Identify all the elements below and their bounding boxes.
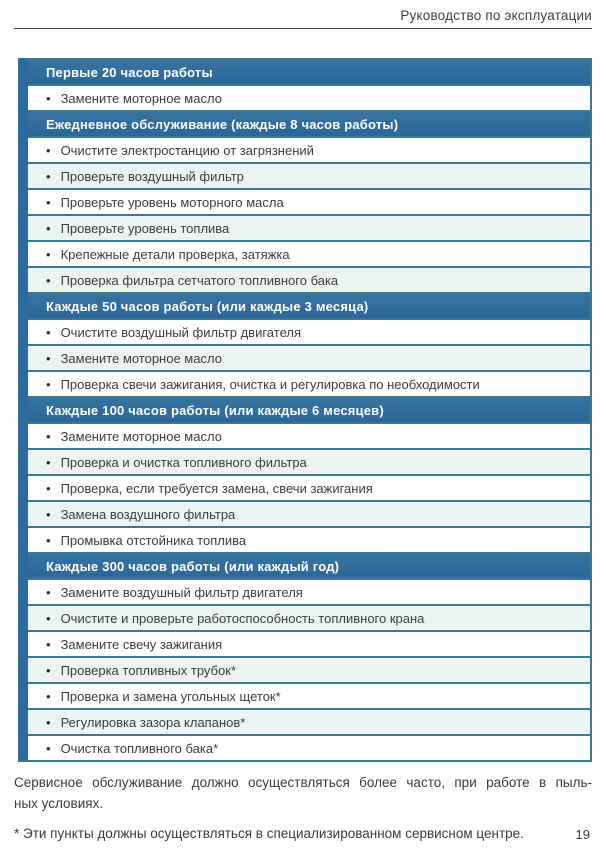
maintenance-item-text: Проверка и очистка топливного фильтра: [60, 454, 307, 470]
maintenance-item-text: Регулировка зазора клапанов*: [60, 714, 246, 730]
bullet-icon: •: [46, 246, 51, 262]
bullet-icon: •: [46, 688, 51, 704]
maintenance-item-text: Замените моторное масло: [60, 428, 222, 444]
bullet-icon: •: [46, 90, 51, 106]
maintenance-item-row: [28, 318, 590, 344]
bullet-icon: •: [46, 272, 51, 288]
maintenance-item-row: [28, 84, 590, 110]
bullet-icon: •: [46, 454, 51, 470]
maintenance-item-text: Крепежные детали проверка, затяжка: [60, 246, 290, 262]
maintenance-item-row: [28, 604, 590, 630]
maintenance-item-row: [28, 136, 590, 162]
maintenance-item-row: [28, 266, 590, 292]
maintenance-item-row: [28, 656, 590, 682]
bullet-icon: •: [46, 714, 51, 730]
maintenance-item-row: [28, 734, 590, 760]
dusty-conditions-note-line1: Сервисное обслуживание должно осуществляться более часто, при работе в пыль-: [14, 775, 592, 790]
bullet-icon: •: [46, 220, 51, 236]
bullet-icon: •: [46, 532, 51, 548]
maintenance-item-row: [28, 682, 590, 708]
bullet-icon: •: [46, 168, 51, 184]
bullet-icon: •: [46, 636, 51, 652]
section-header-first-20-hours: Первые 20 часов работы: [28, 60, 590, 84]
maintenance-item-row: [28, 578, 590, 604]
bullet-icon: •: [46, 610, 51, 626]
bullet-icon: •: [46, 142, 51, 158]
maintenance-item-text: Замените свечу зажигания: [60, 636, 223, 652]
maintenance-item-text: Проверка свечи зажигания, очистка и регулировка по необходимости: [60, 376, 480, 392]
maintenance-item-text: Замените моторное масло: [60, 350, 222, 366]
bullet-icon: •: [46, 194, 51, 210]
section-header-daily: Ежедневное обслуживание (каждые 8 часов работы): [28, 110, 590, 136]
bullet-icon: •: [46, 740, 51, 756]
maintenance-item-text: Проверьте уровень моторного масла: [60, 194, 284, 210]
section-header-100-hours: Каждые 100 часов работы (или каждые 6 месяцев): [28, 396, 590, 422]
maintenance-item-text: Проверка и замена угольных щеток*: [60, 688, 281, 704]
section-header-300-hours: Каждые 300 часов работы (или каждый год): [28, 552, 590, 578]
maintenance-item-row: [28, 474, 590, 500]
maintenance-item-row: [28, 370, 590, 396]
bullet-icon: •: [46, 376, 51, 392]
maintenance-item-row: [28, 240, 590, 266]
maintenance-item-text: Очистка топливного бака*: [60, 740, 219, 756]
bullet-icon: •: [46, 324, 51, 340]
maintenance-item-text: Проверьте воздушный фильтр: [60, 168, 244, 184]
maintenance-item-row: [28, 448, 590, 474]
maintenance-item-row: [28, 188, 590, 214]
page-number: 19: [575, 827, 590, 842]
maintenance-schedule-table: [18, 58, 592, 762]
maintenance-item-row: [28, 214, 590, 240]
page-header-title: Руководство по эксплуатации: [400, 8, 592, 23]
maintenance-item-text: Проверка, если требуется замена, свечи зажигания: [60, 480, 373, 496]
maintenance-item-text: Замена воздушного фильтра: [60, 506, 236, 522]
maintenance-item-text: Проверьте уровень топлива: [60, 220, 230, 236]
maintenance-item-row: [28, 422, 590, 448]
maintenance-item-text: Очистите и проверьте работоспособность топливного крана: [60, 610, 425, 626]
maintenance-item-text: Проверка топливных трубок*: [60, 662, 236, 678]
bullet-icon: •: [46, 662, 51, 678]
maintenance-item-text: Очистите электростанцию от загрязнений: [60, 142, 314, 158]
page-header: [14, 8, 592, 29]
bullet-icon: •: [46, 584, 51, 600]
maintenance-item-text: Очистите воздушный фильтр двигателя: [60, 324, 301, 340]
maintenance-item-row: [28, 344, 590, 370]
service-center-note: * Эти пункты должны осуществляться в специализированном сервисном центре.: [14, 826, 524, 841]
maintenance-item-text: Замените воздушный фильтр двигателя: [60, 584, 303, 600]
dusty-conditions-note-line2: ных условиях.: [14, 796, 104, 811]
maintenance-item-text: Замените моторное масло: [60, 90, 222, 106]
footer-notes: [14, 772, 592, 844]
bullet-icon: •: [46, 480, 51, 496]
maintenance-item-row: [28, 526, 590, 552]
section-header-50-hours: Каждые 50 часов работы (или каждые 3 месяца): [28, 292, 590, 318]
maintenance-item-row: [28, 630, 590, 656]
maintenance-item-text: Промывка отстойника топлива: [60, 532, 247, 548]
bullet-icon: •: [46, 350, 51, 366]
maintenance-item-text: Проверка фильтра сетчатого топливного бака: [60, 272, 339, 288]
maintenance-item-row: [28, 708, 590, 734]
bullet-icon: •: [46, 506, 51, 522]
bullet-icon: •: [46, 428, 51, 444]
maintenance-item-row: [28, 500, 590, 526]
maintenance-item-row: [28, 162, 590, 188]
